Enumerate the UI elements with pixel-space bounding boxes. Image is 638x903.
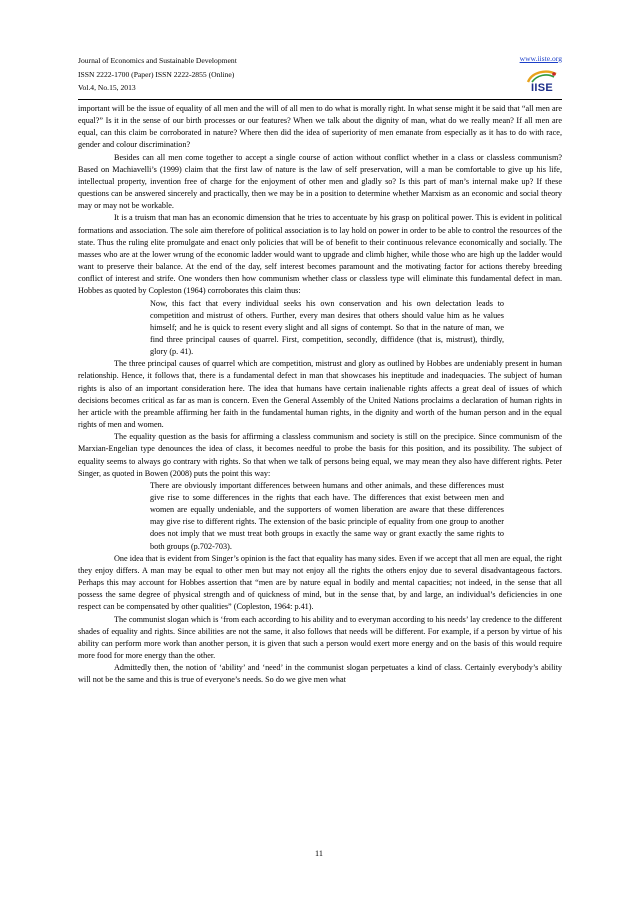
iiste-logo	[524, 69, 560, 95]
paragraph: Admittedly then, the notion of ‘ability’ and ‘need’ in the communist slogan perpetuates a kind of class. Certainly everybody’s ability will not be the same and this is true of everyone’s needs. So do we give men what	[78, 663, 562, 685]
paragraph: Besides can all men come together to accept a single course of action without conflict whether in a class or classless communism? Based on Machiavelli’s (1999) claim that the first law of nature is the law of self preservation, will a man be comfortable to give up his life, intellectual property, invention free of charge for the enjoyment of other men and gladly so? Is this part of man’s internal make up? If these questions can be answered sincerely and practically, then we may be in a position to determine whether Marxism as an economic and social theory may or may not be workable.	[78, 152, 562, 211]
article-body	[78, 103, 562, 687]
issn-line: ISSN 2222-1700 (Paper) ISSN 2222-2855 (Online)	[78, 69, 235, 79]
block-quote: There are obviously important differences between humans and other animals, and these differences must give rise to some differences in the rights that each have. The differences that exist between men and women are equally undeniable, and the supporters of women liberation are aware that these differences may give rise to different rights. The extension of the basic principle of equality from one group to another does not imply that we must treat both groups in exactly the same way or grant exactly the same rights to both groups (p.702-703).	[150, 480, 504, 551]
logo-text: IISE	[531, 82, 553, 94]
journal-title: Journal of Economics and Sustainable Development	[78, 56, 237, 65]
block-quote: Now, this fact that every individual seeks his own conservation and his own delectation leads to competition and mistrust of others. Further, every man desires that others should value him as he values himself; and he is quick to resent every slight and all signs of contempt. So that in the nature of man, we find three principal causes of quarrel. First, competition, secondly, diffidence (that is, mistrust), thirdly, glory (p. 41).	[150, 298, 504, 357]
paragraph: One idea that is evident from Singer’s opinion is the fact that equality has many sides. Even if we accept that all men are equal, the right they enjoy differs. A man may be equal to other men but may not enjoy all the rights the others enjoy due to several disadvantageous factors. Perhaps this may account for Hobbes assertion that “men are by nature equal in bodily and mental capacities; not indeed, in the sense that all possess the same degree of physical strength and of quickness of mind, but in the sense that, by and large, an individual’s deficiencies in one respect can be compensated by other qualities” (Copleston, 1964: p.41).	[78, 553, 562, 612]
volume-line: Vol.4, No.15, 2013	[78, 83, 136, 92]
paragraph: It is a truism that man has an economic dimension that he tries to accentuate by his grasp on political power. This is evident in political formations and association. The sole aim therefore of political association is to lay hold on power in order to be able to control the resources of the state. Thus the ruling elite promulgate and enact only policies that will be of benefit to their continuous relevance economically and socially. The masses who are at the lower wrung of the economic ladder would want to upgrade and climb higher, while those who are high up the ladder would want to preserve their balance. At the end of the day, self interest becomes paramount and the motivating factor for actions thereby breeding conflict of interest and strife. One wonders then how communism whether class or classless type will eliminate this fundamental defect in man. Hobbes as quoted by Copleston (1964) corroborates this claim thus:	[78, 213, 562, 296]
paragraph: The three principal causes of quarrel which are competition, mistrust and glory as outlined by Hobbes are undeniably present in human relationship. Hence, it follows that, there is a fundamental defect in man that showcases his ineptitude and inadequacies. The subject of human rights is also of an important consideration here. The idea that humans have certain inalienable rights affects a great deal of issues of which decisions becomes critical as far as man is concern. Even the General Assembly of the United Nations proclaims a declaration of human rights in her article with the preamble affirming her faith in the fundamental human rights, in the dignity and worth of the human person and in the equal rights of men and women.	[78, 359, 562, 430]
paragraph: The communist slogan which is ‘from each according to his ability and to everyman according to his needs’ lay credence to the different shades of equality and rights. Since abilities are not the same, it also follows that needs will be different. For example, if a person by virtue of his ability can perform more work than another person, it is given that such a person would exert more energy and on the basis of this would require more food for more energy than the other.	[78, 614, 562, 661]
page-header	[78, 54, 562, 96]
paragraph: important will be the issue of equality of all men and the will of all men to do what is morally right. In what sense might it be said that “all men are equal?” Is it in the sense of our birth processes or our features? When we talk about the dignity of man, what do we really mean? If all men are equal, can this claim be corroborated in nature? Where then did the idea of superiority of men emanate from especially as it has to do with race, gender and colour discrimination?	[78, 104, 562, 150]
header-rule	[78, 99, 562, 100]
journal-url-link[interactable]: www.iiste.org	[519, 54, 562, 63]
paragraph: The equality question as the basis for affirming a classless communism and society is still on the precipice. Since communism of the Marxian-Engelian type denounces the idea of class, it becomes needful to probe the basis for this position, and its possibility. The subject of equality seems to always go contrary with rights. So that when we talk of persons being equal, we may mean they also have different rights. Peter Singer, as quoted in Bowen (2008) puts the point this way:	[78, 432, 562, 478]
page-number: 11	[315, 849, 323, 858]
